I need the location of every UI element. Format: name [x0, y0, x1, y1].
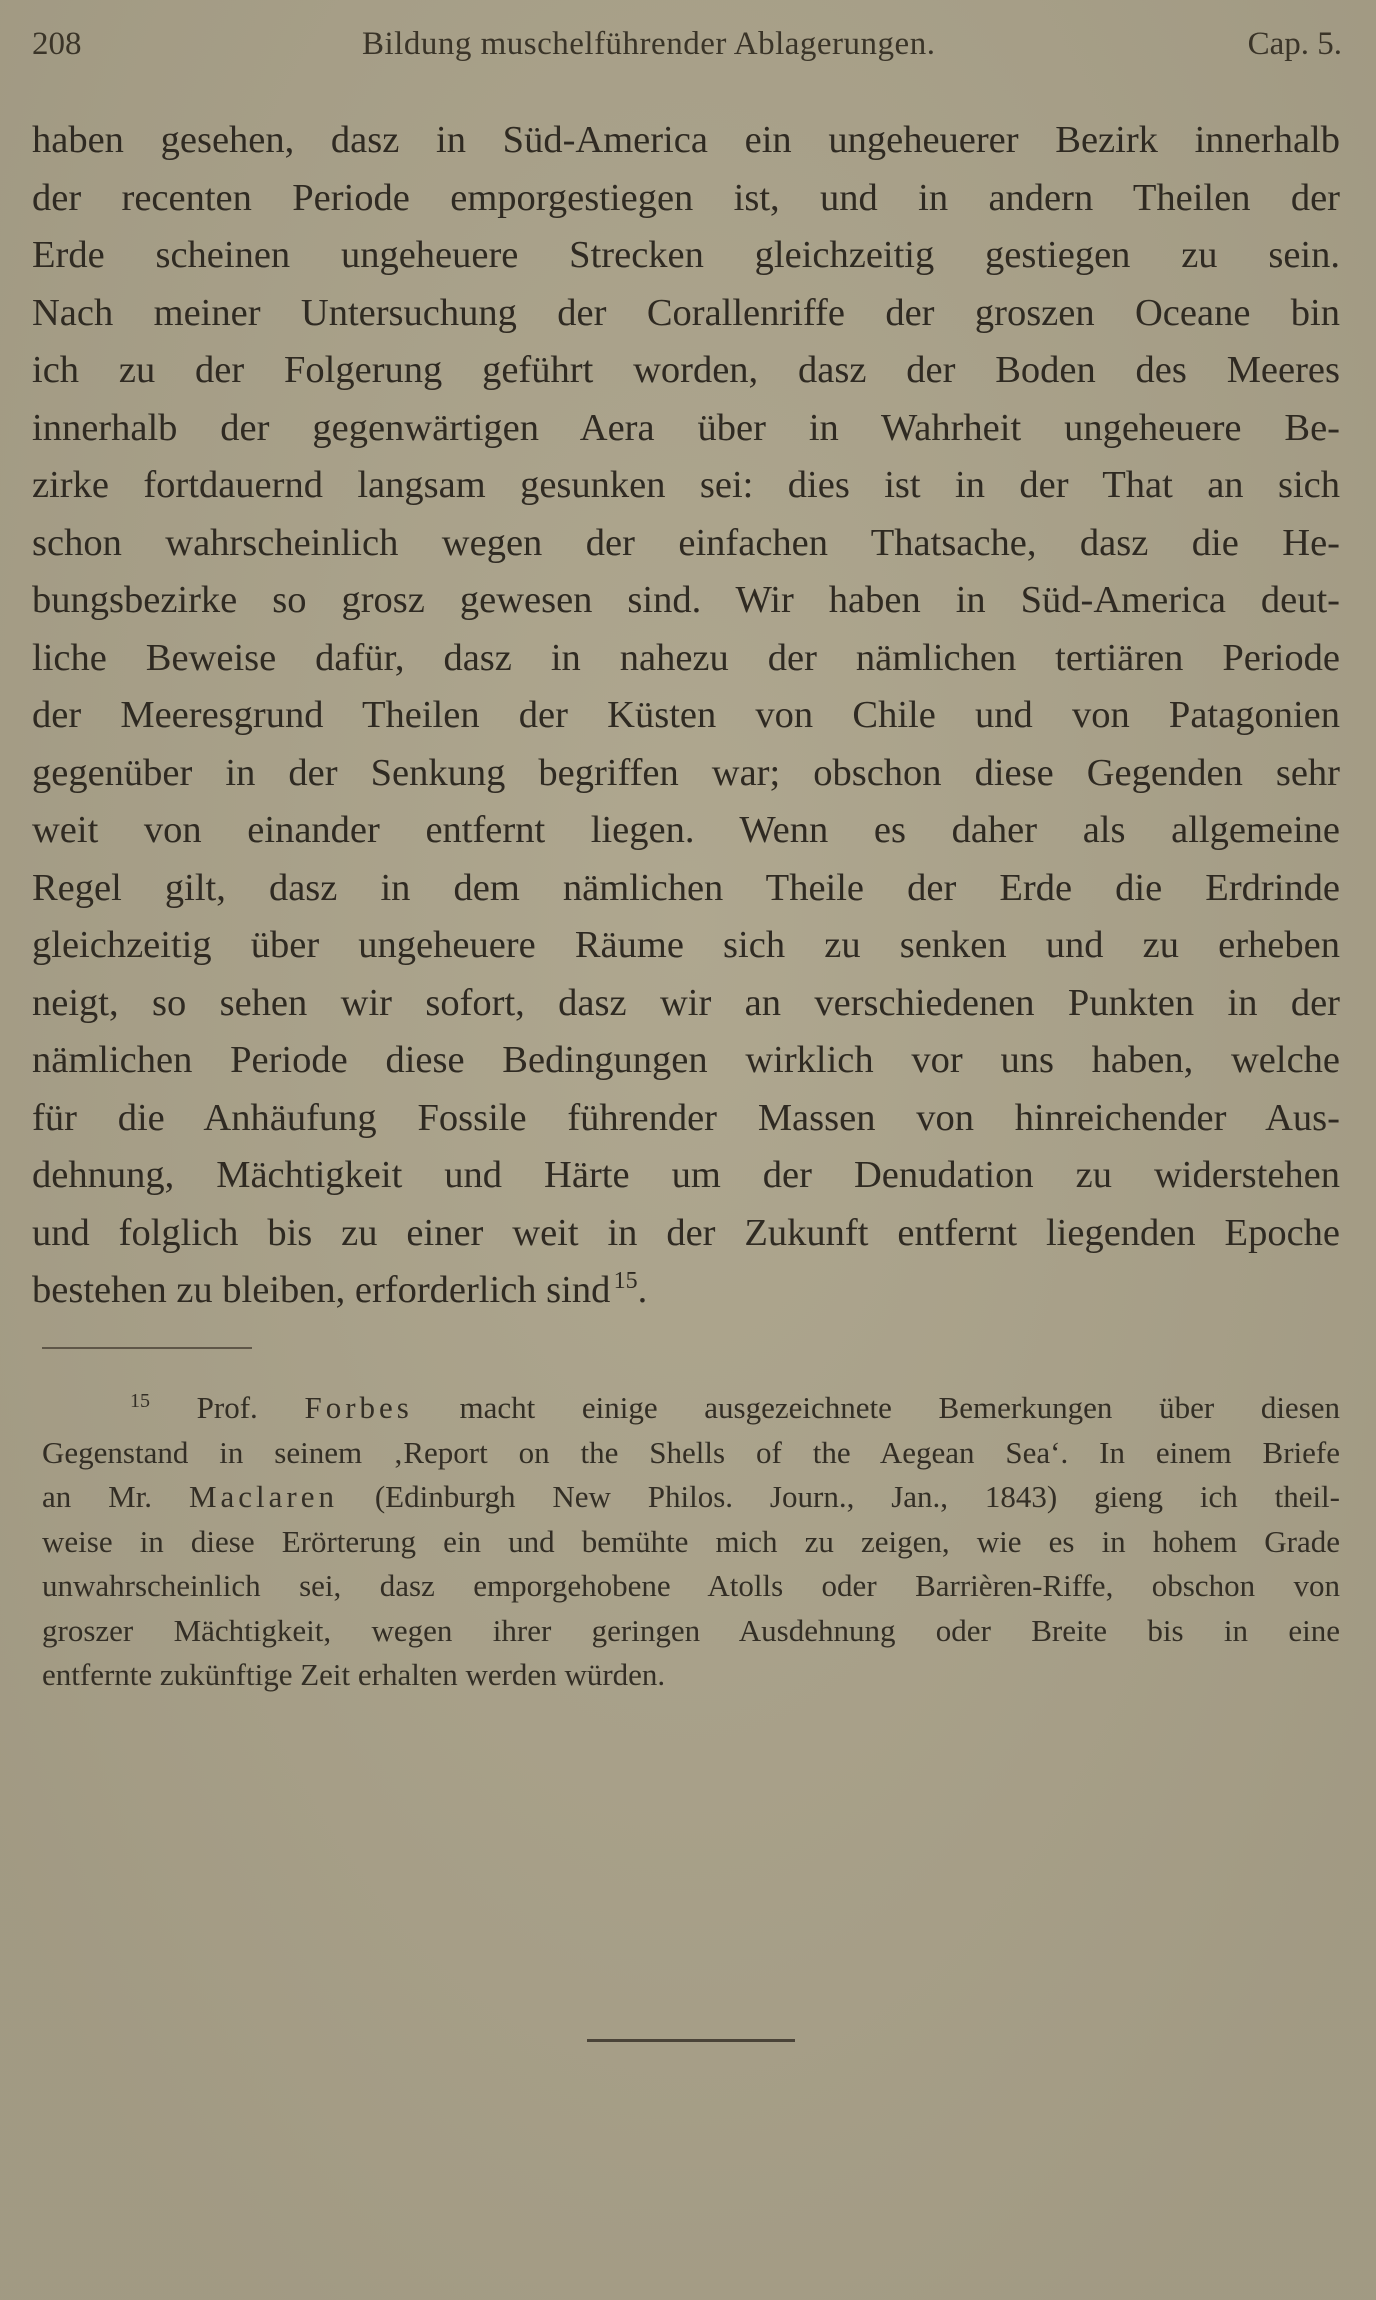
- page-number: 208: [32, 26, 82, 62]
- footnote-text: macht einige ausgezeichnete Bemerkungen über diesen: [459, 1390, 1341, 1425]
- footnote-separator: [42, 1347, 252, 1349]
- text-line: ich zu der Folgerung geführt worden, dasz der Boden des Meeres: [32, 349, 1340, 391]
- text-line: schon wahrscheinlich wegen der einfachen Thatsache, dasz die He-: [32, 521, 1340, 564]
- text-line: Regel gilt, dasz in dem nämlichen Theile der Erde die Erdrinde: [32, 866, 1340, 909]
- running-title: Bildung muschelführender Ablagerungen.: [362, 26, 936, 62]
- end-of-chapter-rule: [587, 2039, 795, 2042]
- main-paragraph: [32, 112, 1340, 1320]
- footnote-line: groszer Mächtigkeit, wegen ihrer geringen Ausdehnung oder Breite bis in eine: [42, 1612, 1340, 1648]
- text-line: bungsbezirke so grosz gewesen sind. Wir haben in Süd-America deut-: [32, 579, 1340, 621]
- text-line-last: [32, 1262, 1340, 1320]
- footnote-line: weise in diese Erörterung ein und bemühte mich zu zeigen, wie es in hohem Grade: [42, 1523, 1340, 1559]
- running-header: [32, 26, 1342, 70]
- text-line: für die Anhäufung Fossile führender Massen von hinreichender Aus-: [32, 1096, 1340, 1139]
- footnote-line: unwahrscheinlich sei, dasz emporgehobene Atolls oder Barrièren-Riffe, obschon von: [42, 1568, 1340, 1603]
- text-line: gleichzeitig über ungeheuere Räume sich zu senken und zu erheben: [32, 924, 1340, 966]
- footnote-line: [42, 1386, 1340, 1431]
- footnote-text: Prof.: [196, 1390, 258, 1425]
- footnote-15: [42, 1386, 1340, 1698]
- text-line: der Meeresgrund Theilen der Küsten von Chile und von Patagonien: [32, 694, 1340, 736]
- author-name-maclaren: Maclaren: [188, 1479, 338, 1514]
- text-line: gegenüber in der Senkung begriffen war; obschon diese Gegenden sehr: [32, 751, 1340, 794]
- footnote-line: Gegenstand in seinem ‚Report on the Shells of the Aegean Sea‘. In einem Briefe: [42, 1434, 1340, 1470]
- text-line: zirke fortdauernd langsam gesunken sei: dies ist in der That an sich: [32, 464, 1340, 506]
- last-line-text: bestehen zu bleiben, erforderlich sind: [32, 1269, 611, 1311]
- text-line: und folglich bis zu einer weit in der Zukunft entfernt liegenden Epoche: [32, 1211, 1340, 1254]
- final-period: .: [637, 1269, 648, 1311]
- footnote-line-last: entfernte zukünftige Zeit erhalten werden würden.: [42, 1657, 666, 1692]
- footnote-line: [42, 1475, 1340, 1520]
- text-line: nämlichen Periode diese Bedingungen wirklich vor uns haben, welche: [32, 1039, 1340, 1081]
- text-line: dehnung, Mächtigkeit und Härte um der Denudation zu widerstehen: [32, 1154, 1340, 1196]
- footnote-reference[interactable]: 15: [613, 1268, 638, 1294]
- chapter-label: Cap. 5.: [1247, 26, 1342, 62]
- footnote-text: (Edinburgh New Philos. Journ., Jan., 1843) gieng ich theil-: [374, 1479, 1340, 1514]
- text-line: innerhalb der gegenwärtigen Aera über in Wahrheit ungeheuere Be-: [32, 406, 1340, 449]
- text-line: weit von einander entfernt liegen. Wenn es daher als allgemeine: [32, 809, 1340, 851]
- footnote-marker: 15: [130, 1390, 150, 1412]
- text-line: Nach meiner Untersuchung der Corallenriffe der groszen Oceane bin: [32, 291, 1340, 334]
- text-line: der recenten Periode emporgestiegen ist, und in andern Theilen der: [32, 176, 1340, 219]
- text-line: neigt, so sehen wir sofort, dasz wir an verschiedenen Punkten in der: [32, 981, 1340, 1024]
- footnote-text: an Mr.: [42, 1479, 153, 1514]
- text-line: haben gesehen, dasz in Süd-America ein ungeheuerer Bezirk innerhalb: [32, 119, 1340, 161]
- text-line: Erde scheinen ungeheuere Strecken gleichzeitig gestiegen zu sein.: [32, 234, 1340, 276]
- text-line: liche Beweise dafür, dasz in nahezu der nämlichen tertiären Periode: [32, 636, 1340, 679]
- author-name-forbes: Forbes: [304, 1390, 413, 1425]
